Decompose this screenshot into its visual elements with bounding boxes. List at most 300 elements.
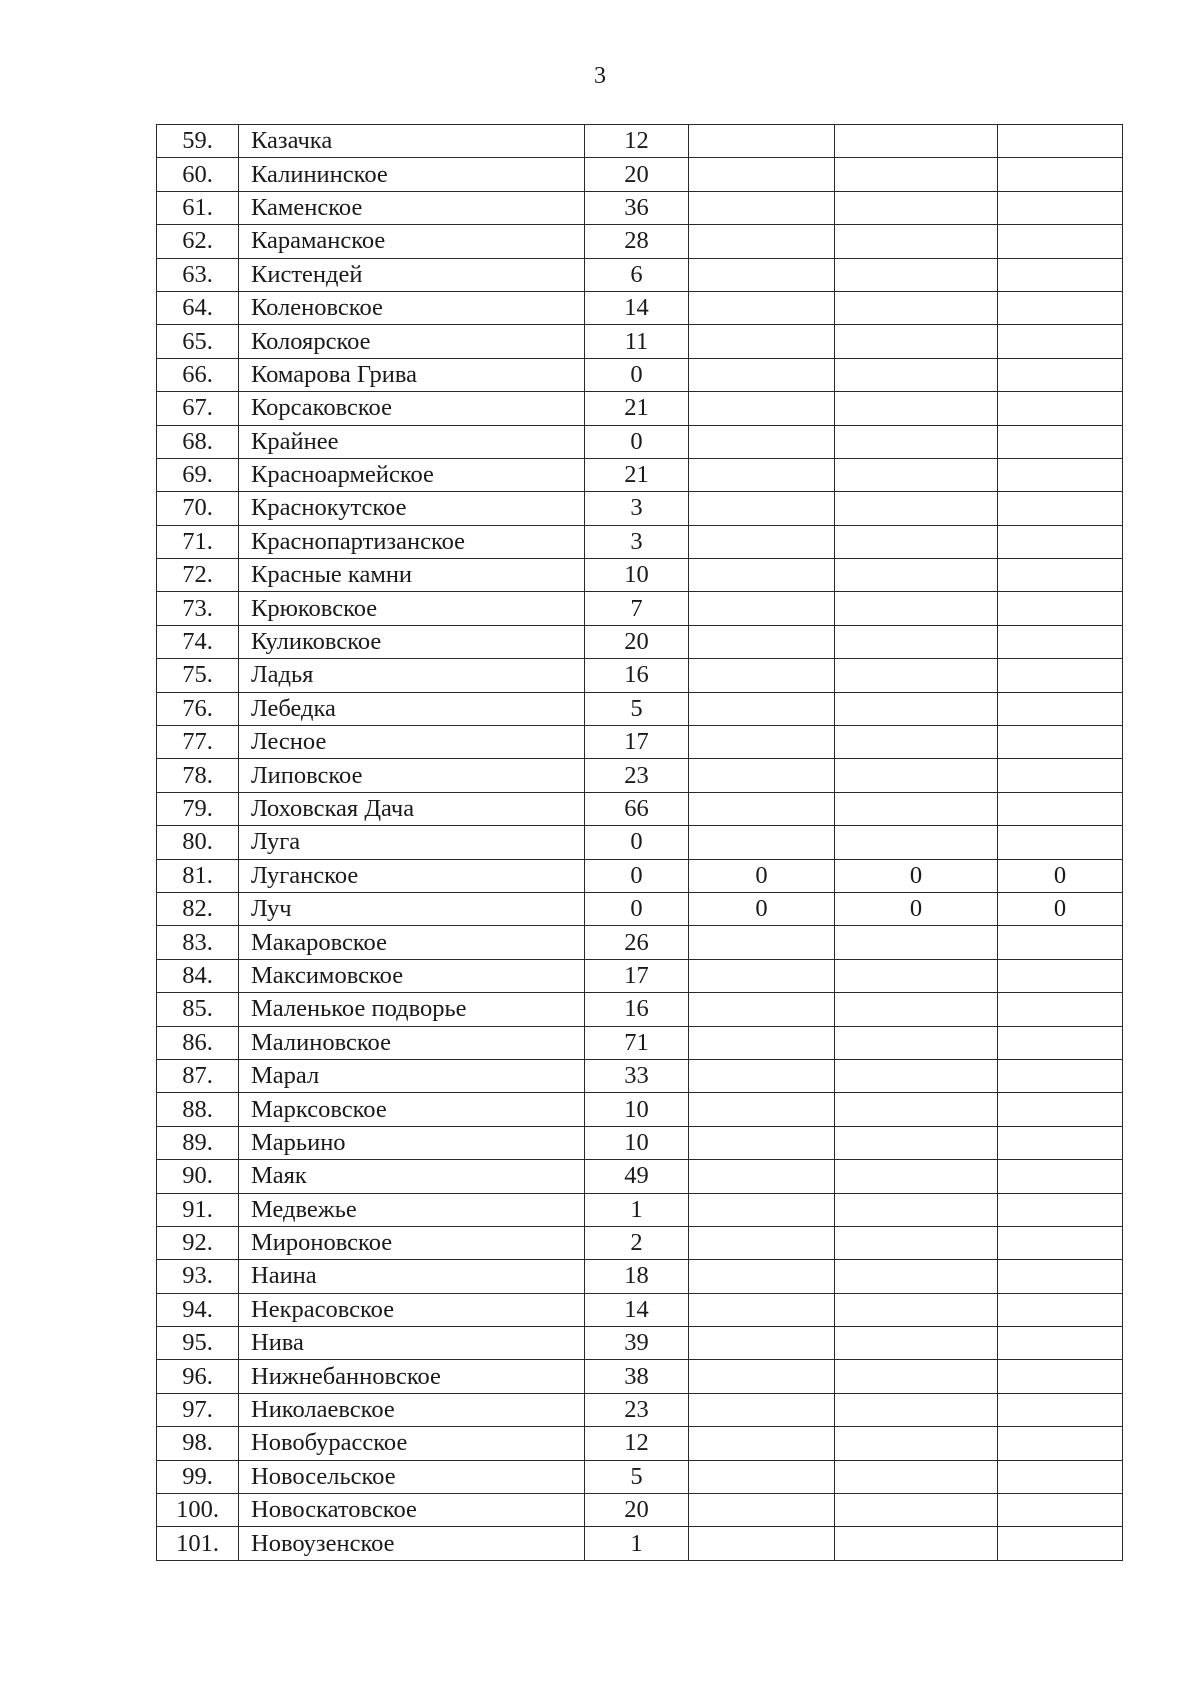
extra-cell-1 <box>689 1360 835 1393</box>
settlement-name-cell: Колоярское <box>239 325 585 358</box>
table-row <box>157 1527 1123 1560</box>
row-number-cell: 96. <box>157 1360 239 1393</box>
row-number-cell: 85. <box>157 993 239 1026</box>
row-number-cell: 74. <box>157 625 239 658</box>
extra-cell-2 <box>835 1126 998 1159</box>
extra-cell-2 <box>835 125 998 158</box>
extra-cell-2 <box>835 826 998 859</box>
settlement-name-cell: Лесное <box>239 726 585 759</box>
table-row <box>157 993 1123 1026</box>
settlement-name-cell: Крайнее <box>239 425 585 458</box>
count-cell: 1 <box>585 1527 689 1560</box>
table-row <box>157 1293 1123 1326</box>
settlement-name-cell: Куликовское <box>239 625 585 658</box>
row-number-cell: 94. <box>157 1293 239 1326</box>
table-row <box>157 1093 1123 1126</box>
extra-cell-2 <box>835 759 998 792</box>
extra-cell-1 <box>689 659 835 692</box>
table-row <box>157 692 1123 725</box>
settlement-name-cell: Каменское <box>239 191 585 224</box>
table-row <box>157 458 1123 491</box>
extra-cell-3 <box>998 458 1123 491</box>
count-cell: 18 <box>585 1260 689 1293</box>
extra-cell-3 <box>998 525 1123 558</box>
settlement-name-cell: Новоузенское <box>239 1527 585 1560</box>
row-number-cell: 63. <box>157 258 239 291</box>
table-row <box>157 1460 1123 1493</box>
count-cell: 10 <box>585 1093 689 1126</box>
settlement-name-cell: Некрасовское <box>239 1293 585 1326</box>
table-row <box>157 926 1123 959</box>
row-number-cell: 75. <box>157 659 239 692</box>
extra-cell-2 <box>835 1160 998 1193</box>
table-row <box>157 291 1123 324</box>
extra-cell-3 <box>998 225 1123 258</box>
settlement-name-cell: Ладья <box>239 659 585 692</box>
extra-cell-1 <box>689 525 835 558</box>
settlements-table <box>156 124 1123 1561</box>
extra-cell-3 <box>998 1260 1123 1293</box>
extra-cell-2 <box>835 1026 998 1059</box>
count-cell: 23 <box>585 1393 689 1426</box>
settlement-name-cell: Нижнебанновское <box>239 1360 585 1393</box>
extra-cell-3 <box>998 1026 1123 1059</box>
extra-cell-2 <box>835 1527 998 1560</box>
table-row <box>157 1126 1123 1159</box>
extra-cell-1 <box>689 1327 835 1360</box>
extra-cell-3 <box>998 125 1123 158</box>
extra-cell-3 <box>998 258 1123 291</box>
extra-cell-1 <box>689 425 835 458</box>
extra-cell-1 <box>689 959 835 992</box>
extra-cell-1 <box>689 1460 835 1493</box>
count-cell: 17 <box>585 959 689 992</box>
row-number-cell: 70. <box>157 492 239 525</box>
settlement-name-cell: Красноармейское <box>239 458 585 491</box>
extra-cell-1 <box>689 1226 835 1259</box>
extra-cell-3 <box>998 792 1123 825</box>
settlement-name-cell: Наина <box>239 1260 585 1293</box>
extra-cell-1: 0 <box>689 859 835 892</box>
settlement-name-cell: Казачка <box>239 125 585 158</box>
count-cell: 0 <box>585 358 689 391</box>
settlement-name-cell: Марал <box>239 1059 585 1092</box>
settlement-name-cell: Крюковское <box>239 592 585 625</box>
extra-cell-2 <box>835 1193 998 1226</box>
extra-cell-1 <box>689 926 835 959</box>
row-number-cell: 84. <box>157 959 239 992</box>
row-number-cell: 87. <box>157 1059 239 1092</box>
table-row <box>157 959 1123 992</box>
extra-cell-2 <box>835 1427 998 1460</box>
settlement-name-cell: Лебедка <box>239 692 585 725</box>
table-row <box>157 792 1123 825</box>
settlement-name-cell: Маяк <box>239 1160 585 1193</box>
table-row <box>157 125 1123 158</box>
extra-cell-2 <box>835 1393 998 1426</box>
extra-cell-3 <box>998 1059 1123 1092</box>
extra-cell-3 <box>998 559 1123 592</box>
row-number-cell: 95. <box>157 1327 239 1360</box>
count-cell: 0 <box>585 425 689 458</box>
extra-cell-1 <box>689 826 835 859</box>
row-number-cell: 93. <box>157 1260 239 1293</box>
table-row <box>157 258 1123 291</box>
extra-cell-1 <box>689 291 835 324</box>
table-row <box>157 1193 1123 1226</box>
count-cell: 0 <box>585 892 689 925</box>
extra-cell-2 <box>835 158 998 191</box>
table-row <box>157 1327 1123 1360</box>
count-cell: 28 <box>585 225 689 258</box>
table-row <box>157 1260 1123 1293</box>
row-number-cell: 59. <box>157 125 239 158</box>
extra-cell-3 <box>998 659 1123 692</box>
extra-cell-1 <box>689 1193 835 1226</box>
settlement-name-cell: Максимовское <box>239 959 585 992</box>
extra-cell-1 <box>689 1427 835 1460</box>
count-cell: 12 <box>585 125 689 158</box>
extra-cell-3 <box>998 625 1123 658</box>
table-row <box>157 1026 1123 1059</box>
settlement-name-cell: Медвежье <box>239 1193 585 1226</box>
table-row <box>157 1427 1123 1460</box>
table-row <box>157 592 1123 625</box>
extra-cell-2 <box>835 1494 998 1527</box>
extra-cell-1 <box>689 1393 835 1426</box>
extra-cell-2 <box>835 959 998 992</box>
count-cell: 10 <box>585 559 689 592</box>
row-number-cell: 68. <box>157 425 239 458</box>
row-number-cell: 97. <box>157 1393 239 1426</box>
table-row <box>157 1059 1123 1092</box>
table-row <box>157 158 1123 191</box>
extra-cell-2 <box>835 525 998 558</box>
row-number-cell: 83. <box>157 926 239 959</box>
extra-cell-2 <box>835 1360 998 1393</box>
extra-cell-3: 0 <box>998 892 1123 925</box>
extra-cell-2 <box>835 225 998 258</box>
extra-cell-3 <box>998 358 1123 391</box>
extra-cell-3 <box>998 993 1123 1026</box>
settlement-name-cell: Комарова Грива <box>239 358 585 391</box>
count-cell: 71 <box>585 1026 689 1059</box>
extra-cell-3 <box>998 1193 1123 1226</box>
row-number-cell: 100. <box>157 1494 239 1527</box>
extra-cell-3 <box>998 1527 1123 1560</box>
settlement-name-cell: Марьино <box>239 1126 585 1159</box>
extra-cell-1 <box>689 225 835 258</box>
table-row <box>157 1494 1123 1527</box>
extra-cell-2: 0 <box>835 892 998 925</box>
settlement-name-cell: Николаевское <box>239 1393 585 1426</box>
count-cell: 7 <box>585 592 689 625</box>
extra-cell-3 <box>998 926 1123 959</box>
extra-cell-1 <box>689 625 835 658</box>
extra-cell-2 <box>835 625 998 658</box>
count-cell: 20 <box>585 625 689 658</box>
count-cell: 5 <box>585 692 689 725</box>
extra-cell-1 <box>689 759 835 792</box>
extra-cell-2 <box>835 358 998 391</box>
row-number-cell: 82. <box>157 892 239 925</box>
table-row <box>157 325 1123 358</box>
row-number-cell: 60. <box>157 158 239 191</box>
extra-cell-2 <box>835 1293 998 1326</box>
row-number-cell: 73. <box>157 592 239 625</box>
extra-cell-2 <box>835 1260 998 1293</box>
extra-cell-2 <box>835 258 998 291</box>
extra-cell-3 <box>998 1226 1123 1259</box>
extra-cell-2 <box>835 592 998 625</box>
table-row <box>157 358 1123 391</box>
extra-cell-3 <box>998 1494 1123 1527</box>
count-cell: 21 <box>585 458 689 491</box>
extra-cell-3 <box>998 1393 1123 1426</box>
table-row <box>157 726 1123 759</box>
extra-cell-1 <box>689 726 835 759</box>
extra-cell-1 <box>689 125 835 158</box>
settlement-name-cell: Калининское <box>239 158 585 191</box>
table-row <box>157 492 1123 525</box>
table-body <box>157 125 1123 1561</box>
settlement-name-cell: Маленькое подворье <box>239 993 585 1026</box>
settlement-name-cell: Новосельское <box>239 1460 585 1493</box>
extra-cell-3 <box>998 425 1123 458</box>
row-number-cell: 64. <box>157 291 239 324</box>
extra-cell-1 <box>689 158 835 191</box>
settlement-name-cell: Марксовское <box>239 1093 585 1126</box>
row-number-cell: 98. <box>157 1427 239 1460</box>
extra-cell-1 <box>689 559 835 592</box>
count-cell: 0 <box>585 859 689 892</box>
table-row <box>157 826 1123 859</box>
extra-cell-3 <box>998 1427 1123 1460</box>
count-cell: 17 <box>585 726 689 759</box>
count-cell: 38 <box>585 1360 689 1393</box>
row-number-cell: 90. <box>157 1160 239 1193</box>
extra-cell-2 <box>835 325 998 358</box>
extra-cell-1 <box>689 692 835 725</box>
settlement-name-cell: Красные камни <box>239 559 585 592</box>
count-cell: 33 <box>585 1059 689 1092</box>
settlement-name-cell: Луганское <box>239 859 585 892</box>
extra-cell-3 <box>998 158 1123 191</box>
extra-cell-3 <box>998 191 1123 224</box>
table-row <box>157 1226 1123 1259</box>
row-number-cell: 81. <box>157 859 239 892</box>
extra-cell-2 <box>835 792 998 825</box>
count-cell: 12 <box>585 1427 689 1460</box>
extra-cell-1 <box>689 258 835 291</box>
table-row <box>157 1360 1123 1393</box>
count-cell: 26 <box>585 926 689 959</box>
settlement-name-cell: Кистендей <box>239 258 585 291</box>
extra-cell-3 <box>998 1360 1123 1393</box>
extra-cell-1: 0 <box>689 892 835 925</box>
extra-cell-1 <box>689 1059 835 1092</box>
row-number-cell: 69. <box>157 458 239 491</box>
count-cell: 36 <box>585 191 689 224</box>
table-row <box>157 859 1123 892</box>
table-row <box>157 625 1123 658</box>
extra-cell-3 <box>998 1460 1123 1493</box>
extra-cell-3 <box>998 692 1123 725</box>
extra-cell-3: 0 <box>998 859 1123 892</box>
extra-cell-3 <box>998 325 1123 358</box>
settlement-name-cell: Краснопартизанское <box>239 525 585 558</box>
extra-cell-2 <box>835 1226 998 1259</box>
extra-cell-2 <box>835 993 998 1026</box>
extra-cell-1 <box>689 1093 835 1126</box>
settlement-name-cell: Караманское <box>239 225 585 258</box>
extra-cell-1 <box>689 325 835 358</box>
extra-cell-2 <box>835 926 998 959</box>
extra-cell-2 <box>835 692 998 725</box>
settlement-name-cell: Макаровское <box>239 926 585 959</box>
table-row <box>157 1393 1123 1426</box>
count-cell: 49 <box>585 1160 689 1193</box>
settlement-name-cell: Мироновское <box>239 1226 585 1259</box>
extra-cell-2 <box>835 291 998 324</box>
settlement-name-cell: Новоскатовское <box>239 1494 585 1527</box>
extra-cell-1 <box>689 1126 835 1159</box>
row-number-cell: 78. <box>157 759 239 792</box>
count-cell: 16 <box>585 659 689 692</box>
row-number-cell: 92. <box>157 1226 239 1259</box>
settlement-name-cell: Нива <box>239 1327 585 1360</box>
row-number-cell: 76. <box>157 692 239 725</box>
row-number-cell: 86. <box>157 1026 239 1059</box>
extra-cell-1 <box>689 792 835 825</box>
count-cell: 6 <box>585 258 689 291</box>
row-number-cell: 99. <box>157 1460 239 1493</box>
extra-cell-2: 0 <box>835 859 998 892</box>
extra-cell-2 <box>835 1460 998 1493</box>
extra-cell-2 <box>835 726 998 759</box>
table-row <box>157 892 1123 925</box>
count-cell: 11 <box>585 325 689 358</box>
extra-cell-3 <box>998 759 1123 792</box>
extra-cell-2 <box>835 492 998 525</box>
extra-cell-3 <box>998 959 1123 992</box>
extra-cell-3 <box>998 392 1123 425</box>
table-row <box>157 559 1123 592</box>
count-cell: 3 <box>585 525 689 558</box>
extra-cell-1 <box>689 392 835 425</box>
settlement-name-cell: Новобурасское <box>239 1427 585 1460</box>
settlement-name-cell: Луч <box>239 892 585 925</box>
row-number-cell: 62. <box>157 225 239 258</box>
settlement-name-cell: Корсаковское <box>239 392 585 425</box>
extra-cell-1 <box>689 1260 835 1293</box>
row-number-cell: 71. <box>157 525 239 558</box>
extra-cell-2 <box>835 1327 998 1360</box>
extra-cell-1 <box>689 1026 835 1059</box>
count-cell: 10 <box>585 1126 689 1159</box>
table-row <box>157 525 1123 558</box>
extra-cell-1 <box>689 191 835 224</box>
extra-cell-3 <box>998 592 1123 625</box>
extra-cell-3 <box>998 1126 1123 1159</box>
count-cell: 3 <box>585 492 689 525</box>
count-cell: 21 <box>585 392 689 425</box>
table-row <box>157 225 1123 258</box>
count-cell: 39 <box>585 1327 689 1360</box>
table-row <box>157 659 1123 692</box>
row-number-cell: 66. <box>157 358 239 391</box>
count-cell: 0 <box>585 826 689 859</box>
settlement-name-cell: Лоховская Дача <box>239 792 585 825</box>
extra-cell-1 <box>689 358 835 391</box>
row-number-cell: 89. <box>157 1126 239 1159</box>
count-cell: 2 <box>585 1226 689 1259</box>
extra-cell-1 <box>689 1494 835 1527</box>
extra-cell-2 <box>835 458 998 491</box>
table-row <box>157 392 1123 425</box>
row-number-cell: 72. <box>157 559 239 592</box>
count-cell: 23 <box>585 759 689 792</box>
table-row <box>157 759 1123 792</box>
extra-cell-3 <box>998 826 1123 859</box>
row-number-cell: 61. <box>157 191 239 224</box>
count-cell: 1 <box>585 1193 689 1226</box>
count-cell: 20 <box>585 158 689 191</box>
row-number-cell: 65. <box>157 325 239 358</box>
row-number-cell: 79. <box>157 792 239 825</box>
extra-cell-1 <box>689 1160 835 1193</box>
page-number: 3 <box>594 63 606 89</box>
count-cell: 14 <box>585 291 689 324</box>
settlement-name-cell: Коленовское <box>239 291 585 324</box>
count-cell: 5 <box>585 1460 689 1493</box>
row-number-cell: 88. <box>157 1093 239 1126</box>
row-number-cell: 91. <box>157 1193 239 1226</box>
extra-cell-2 <box>835 425 998 458</box>
extra-cell-1 <box>689 458 835 491</box>
count-cell: 66 <box>585 792 689 825</box>
table-row <box>157 1160 1123 1193</box>
extra-cell-1 <box>689 1293 835 1326</box>
settlement-name-cell: Липовское <box>239 759 585 792</box>
table-row <box>157 425 1123 458</box>
extra-cell-1 <box>689 592 835 625</box>
table-row <box>157 191 1123 224</box>
extra-cell-3 <box>998 1160 1123 1193</box>
settlement-name-cell: Луга <box>239 826 585 859</box>
count-cell: 16 <box>585 993 689 1026</box>
extra-cell-3 <box>998 1093 1123 1126</box>
extra-cell-3 <box>998 1327 1123 1360</box>
row-number-cell: 67. <box>157 392 239 425</box>
extra-cell-3 <box>998 492 1123 525</box>
count-cell: 20 <box>585 1494 689 1527</box>
row-number-cell: 80. <box>157 826 239 859</box>
extra-cell-2 <box>835 191 998 224</box>
extra-cell-2 <box>835 1093 998 1126</box>
settlement-name-cell: Краснокутское <box>239 492 585 525</box>
extra-cell-2 <box>835 659 998 692</box>
extra-cell-2 <box>835 559 998 592</box>
extra-cell-3 <box>998 1293 1123 1326</box>
settlement-name-cell: Малиновское <box>239 1026 585 1059</box>
extra-cell-3 <box>998 291 1123 324</box>
extra-cell-2 <box>835 1059 998 1092</box>
extra-cell-1 <box>689 1527 835 1560</box>
count-cell: 14 <box>585 1293 689 1326</box>
row-number-cell: 101. <box>157 1527 239 1560</box>
row-number-cell: 77. <box>157 726 239 759</box>
